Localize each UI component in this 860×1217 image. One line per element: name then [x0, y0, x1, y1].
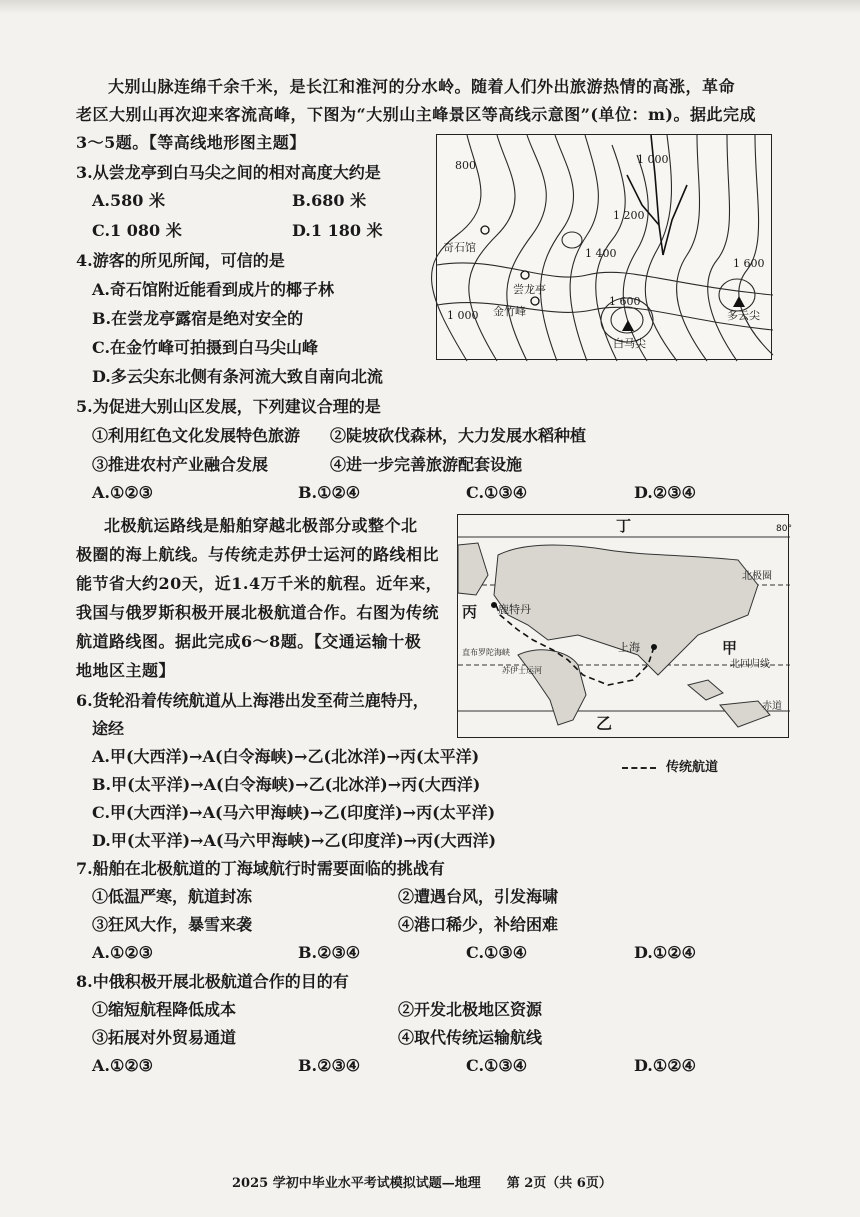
- contour-label-1200: 1 200: [613, 209, 645, 222]
- q3-option-c[interactable]: C.1 080 米: [92, 221, 182, 240]
- place-label-rotterdam: 鹿特丹: [498, 603, 531, 616]
- intro2-line5: 航道路线图。据此完成6～8题。【交通运输十极: [76, 632, 422, 651]
- q5-option-c[interactable]: C.①③④: [466, 483, 528, 502]
- q3-option-b[interactable]: B.680 米: [292, 191, 367, 210]
- place-label-qishiguan: 奇石馆: [443, 241, 476, 254]
- intro2-line2: 极圈的海上航线。与传统走苏伊士运河的路线相比: [76, 545, 440, 564]
- q8-option-c[interactable]: C.①③④: [466, 1056, 528, 1075]
- intro2-line6: 地地区主题】: [76, 661, 176, 680]
- q8-statement-3: ③拓展对外贸易通道: [92, 1028, 237, 1047]
- q4-option-b[interactable]: B.在尝龙亭露宿是绝对安全的: [92, 309, 304, 328]
- place-label-gibraltar: 直布罗陀海峡: [462, 648, 510, 657]
- page-footer: 2025 学初中毕业水平考试模拟试题—地理 第 2页（共 6页）: [232, 1176, 612, 1191]
- map-legend: [622, 756, 718, 775]
- q8-statement-2: ②开发北极地区资源: [398, 1000, 543, 1019]
- intro2-line3: 能节省大约20天，近1.4万千米的航程。近年来，: [76, 574, 443, 593]
- contour-label-1400: 1 400: [585, 247, 617, 260]
- q7-statement-2: ②遭遇台风，引发海啸: [398, 887, 559, 906]
- place-label-duoyunjian: 多云尖: [727, 309, 760, 322]
- dashed-route-symbol: [622, 767, 656, 769]
- q4-option-a[interactable]: A.奇石馆附近能看到成片的椰子林: [92, 280, 334, 299]
- intro2-line1: 北极航运路线是船舶穿越北极部分或整个北: [104, 516, 418, 535]
- q6-stem-line2: 途经: [92, 719, 125, 738]
- place-label-suez: 苏伊士运河: [502, 666, 542, 675]
- q7-stem: 7.船舶在北极航道的丁海域航行时需要面临的挑战有: [76, 859, 445, 878]
- q6-option-a[interactable]: A.甲(大西洋)→A(白令海峡)→乙(北冰洋)→丙(太平洋): [92, 747, 480, 766]
- q5-statement-4: ④进一步完善旅游配套设施: [330, 455, 523, 474]
- q6-option-c[interactable]: C.甲(大西洋)→A(马六甲海峡)→乙(印度洋)→丙(太平洋): [92, 803, 496, 822]
- region-label-bing: 丙: [462, 603, 478, 621]
- region-label-jia: 甲: [722, 639, 738, 657]
- q8-option-d[interactable]: D.①②④: [634, 1056, 696, 1075]
- scan-edge: [0, 0, 860, 14]
- q8-option-a[interactable]: A.①②③: [92, 1056, 154, 1075]
- intro1-line3: 3～5题。【等高线地形图主题】: [76, 133, 306, 152]
- lat-80-mark: 80°: [776, 524, 792, 534]
- region-label-yi: 乙: [596, 714, 613, 733]
- q5-option-d[interactable]: D.②③④: [634, 483, 696, 502]
- q5-stem: 5.为促进大别山区发展，下列建议合理的是: [76, 397, 381, 416]
- q8-statement-4: ④取代传统运输航线: [398, 1028, 543, 1047]
- place-label-jinzhufeng: 金竹峰: [493, 305, 526, 318]
- q6-stem-line1: 6.货轮沿着传统航道从上海港出发至荷兰鹿特丹，: [76, 691, 429, 710]
- q6-option-b[interactable]: B.甲(太平洋)→A(白令海峡)→乙(北冰洋)→丙(大西洋): [92, 775, 481, 794]
- q8-option-b[interactable]: B.②③④: [298, 1056, 361, 1075]
- q7-option-a[interactable]: A.①②③: [92, 943, 154, 962]
- q3-stem: 3.从尝龙亭到白马尖之间的相对高度大约是: [76, 163, 381, 182]
- q7-statement-1: ①低温严寒，航道封冻: [92, 887, 253, 906]
- place-label-shanghai: 上海: [618, 641, 640, 654]
- q6-option-d[interactable]: D.甲(太平洋)→A(马六甲海峡)→乙(印度洋)→丙(大西洋): [92, 831, 497, 850]
- q8-statement-1: ①缩短航程降低成本: [92, 1000, 237, 1019]
- q5-statement-2: ②陡坡砍伐森林，大力发展水稻种植: [330, 426, 587, 445]
- q4-stem: 4.游客的所见所闻，可信的是: [76, 251, 285, 270]
- q3-option-a[interactable]: A.580 米: [92, 191, 165, 210]
- shipping-route-map: [457, 514, 792, 738]
- line-label-arctic-circle: 北极圈: [742, 571, 772, 582]
- q4-option-c[interactable]: C.在金竹峰可拍摄到白马尖山峰: [92, 338, 319, 357]
- q3-option-d[interactable]: D.1 180 米: [292, 221, 383, 240]
- contour-map: [436, 134, 772, 360]
- q8-stem: 8.中俄积极开展北极航道合作的目的有: [76, 972, 349, 991]
- q5-option-b[interactable]: B.①②④: [298, 483, 361, 502]
- contour-label-1000-a: 1 000: [637, 153, 669, 166]
- line-label-equator: 赤道: [762, 701, 782, 712]
- contour-label-1600-a: 1 600: [609, 295, 641, 308]
- q7-statement-3: ③狂风大作，暴雪来袭: [92, 915, 253, 934]
- contour-label-800: 800: [455, 159, 476, 172]
- line-label-tropic: 北回归线: [730, 659, 770, 670]
- q4-option-d[interactable]: D.多云尖东北侧有条河流大致自南向北流: [92, 367, 383, 386]
- intro1-line1: 大别山脉连绵千余千米，是长江和淮河的分水岭。随着人们外出旅游热情的高涨，革命: [108, 77, 736, 96]
- q7-option-d[interactable]: D.①②④: [634, 943, 696, 962]
- intro1-line2: 老区大别山再次迎来客流高峰，下图为“大别山主峰景区等高线示意图”(单位：m)。据此完成: [76, 105, 756, 124]
- q5-statement-3: ③推进农村产业融合发展: [92, 455, 269, 474]
- legend-label: 传统航道: [666, 760, 719, 775]
- contour-label-1600-b: 1 600: [733, 257, 765, 270]
- place-label-baimajian: 白马尖: [613, 337, 646, 350]
- intro2-line4: 我国与俄罗斯积极开展北极航道合作。右图为传统: [76, 603, 440, 622]
- q7-statement-4: ④港口稀少，补给困难: [398, 915, 559, 934]
- place-label-changlongting: 尝龙亭: [513, 283, 546, 296]
- shipping-route-drawing: [458, 515, 790, 739]
- q5-option-a[interactable]: A.①②③: [92, 483, 154, 502]
- region-label-ding: 丁: [616, 517, 632, 535]
- q7-option-b[interactable]: B.②③④: [298, 943, 361, 962]
- q7-option-c[interactable]: C.①③④: [466, 943, 528, 962]
- q5-statement-1: ①利用红色文化发展特色旅游: [92, 426, 301, 445]
- contour-label-1000-b: 1 000: [447, 309, 479, 322]
